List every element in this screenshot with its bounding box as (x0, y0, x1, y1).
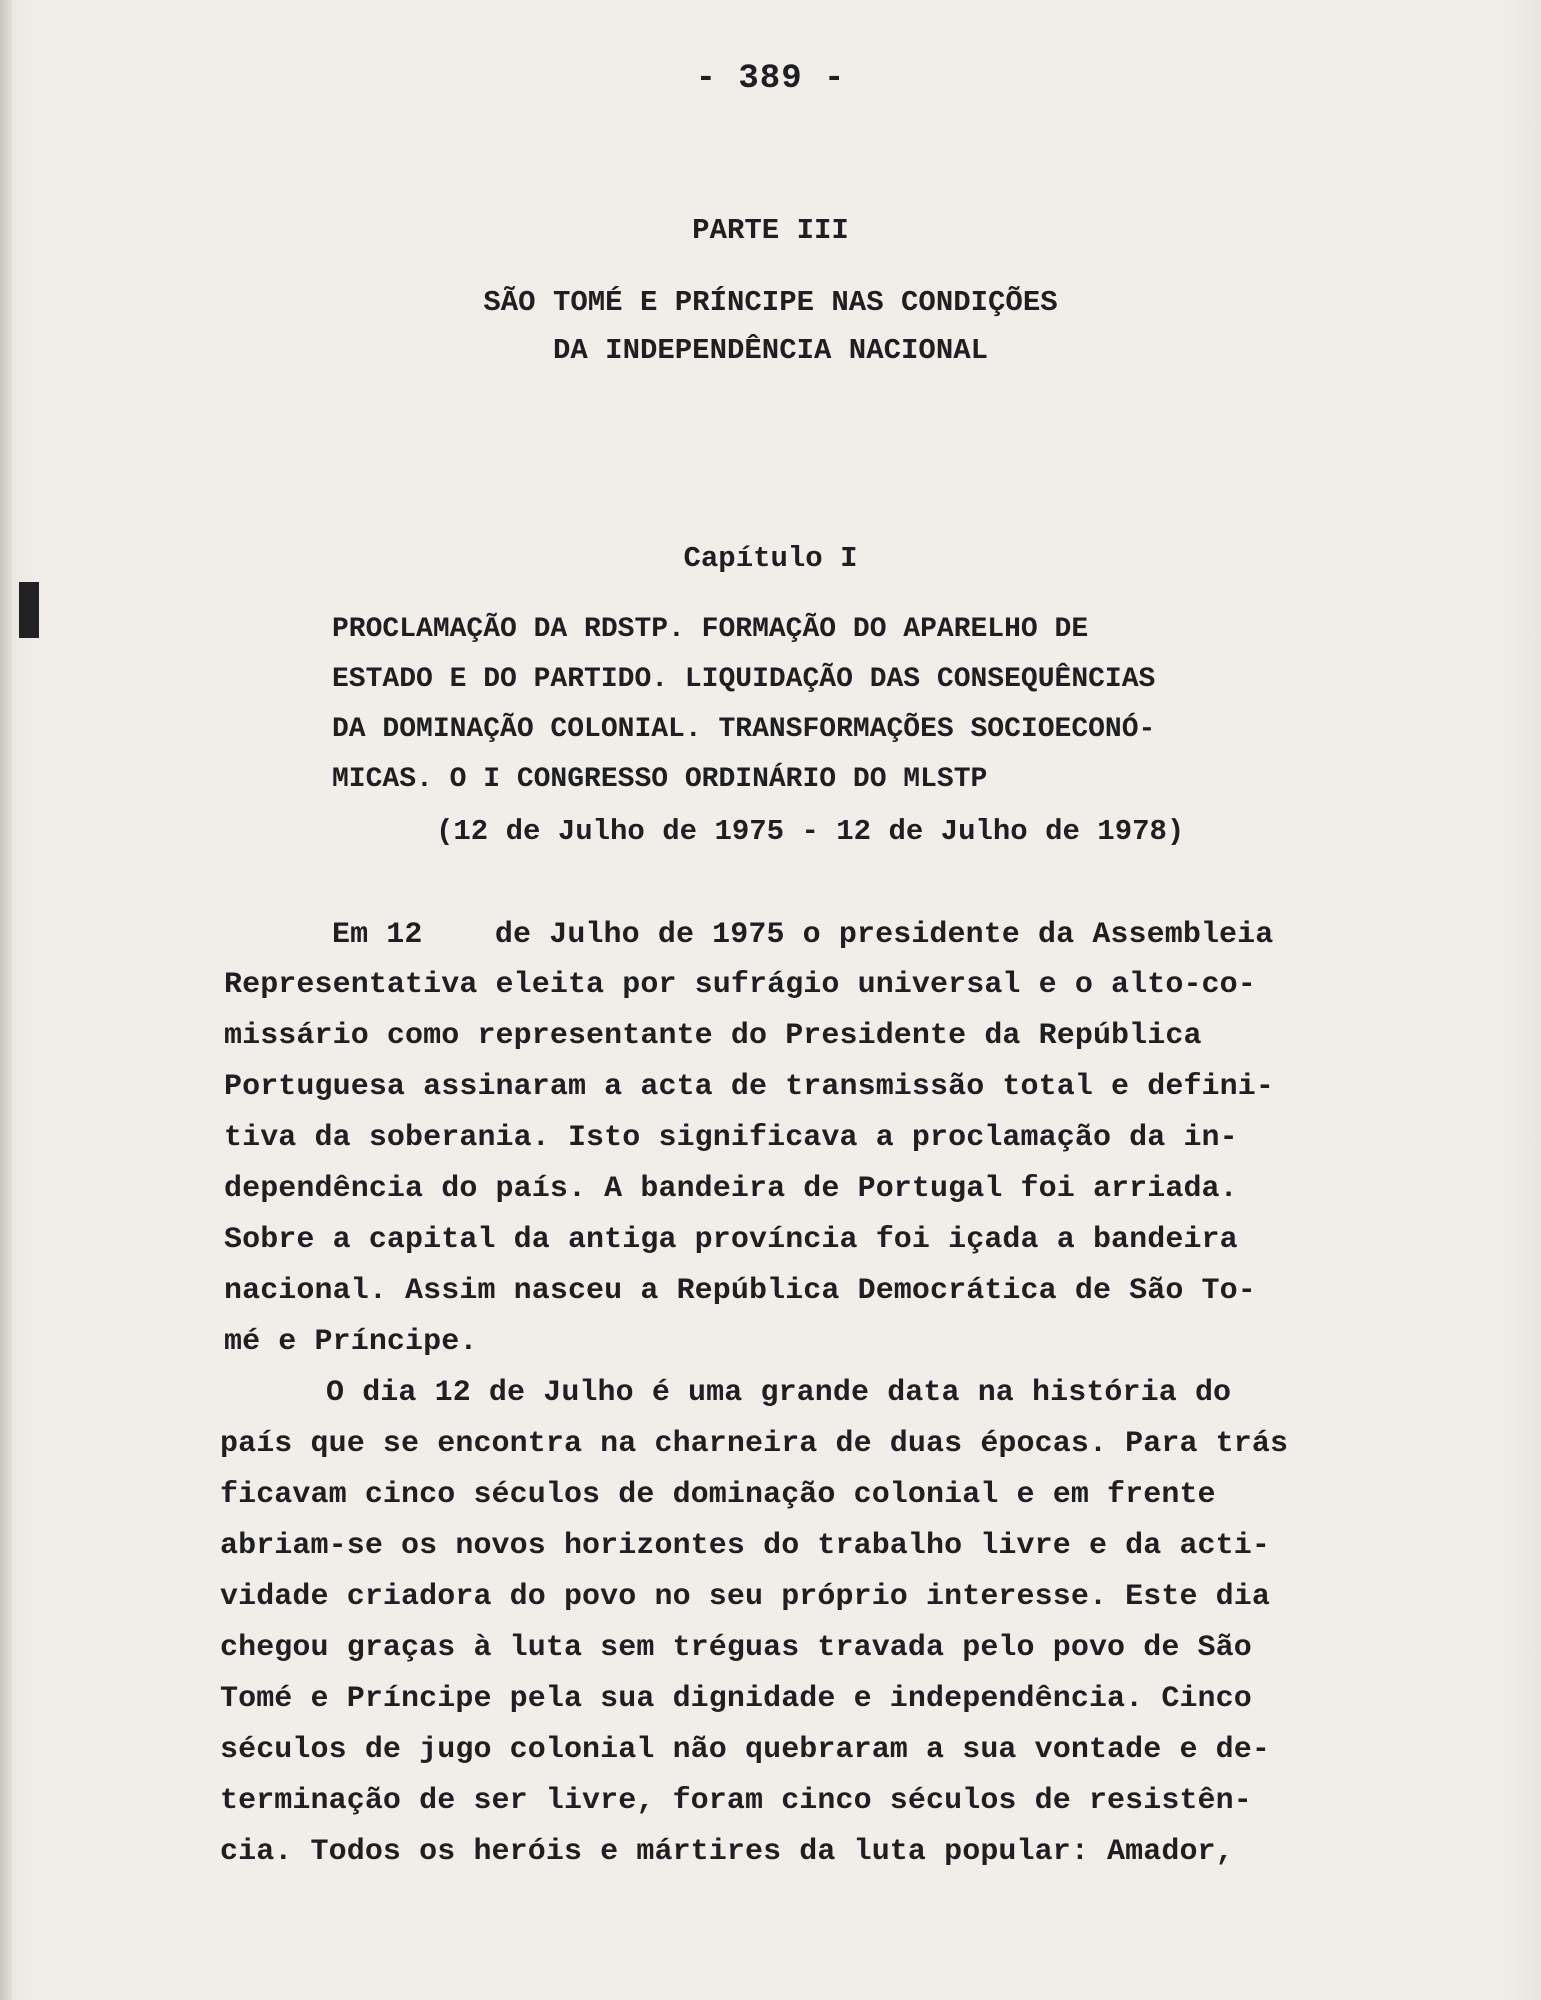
paragraph-1-line-8: nacional. Assim nasceu a República Democrática de São To- (224, 1274, 1256, 1308)
paragraph-1-line-2: Representativa eleita por sufrágio universal e o alto-co- (224, 968, 1256, 1002)
part-subtitle-line-2: DA INDEPENDÊNCIA NACIONAL (552, 334, 989, 367)
paragraph-1-line-7: Sobre a capital da antiga província foi içada a bandeira (224, 1223, 1238, 1257)
paragraph-2-line-6: chegou graças à luta sem tréguas travada pelo povo de São (220, 1631, 1252, 1665)
part-title: PARTE III (692, 214, 849, 247)
paragraph-2-line-3: ficavam cinco séculos de dominação colonial e em frente (220, 1478, 1216, 1512)
chapter-heading-line-1: PROCLAMAÇÃO DA RDSTP. FORMAÇÃO DO APARELHO DE (332, 614, 1089, 645)
paragraph-1-line-6: dependência do país. A bandeira de Portugal foi arriada. (224, 1172, 1238, 1206)
page-number: - 389 - (695, 60, 846, 98)
chapter-heading-line-3: DA DOMINAÇÃO COLONIAL. TRANSFORMAÇÕES SOCIOECONÓ- (332, 714, 1156, 745)
paragraph-2-line-4: abriam-se os novos horizontes do trabalho livre e da acti- (220, 1529, 1270, 1563)
paragraph-2-line-2: país que se encontra na charneira de duas épocas. Para trás (220, 1427, 1289, 1461)
paragraph-2-line-7: Tomé e Príncipe pela sua dignidade e independência. Cinco (220, 1682, 1252, 1716)
paragraph-1-line-1: Em 12 de Julho de 1975 o presidente da Assembleia (332, 918, 1274, 952)
paragraph-2-line-9: terminação de ser livre, foram cinco séculos de resistên- (220, 1784, 1252, 1818)
paragraph-1-line-9: mé e Príncipe. (224, 1325, 478, 1359)
chapter-title: Capítulo I (683, 542, 858, 575)
paragraph-2-line-10: cia. Todos os heróis e mártires da luta popular: Amador, (220, 1835, 1234, 1869)
chapter-heading-line-4: MICAS. O I CONGRESSO ORDINÁRIO DO MLSTP (332, 764, 988, 795)
paragraph-2-line-5: vidade criadora do povo no seu próprio interesse. Este dia (220, 1580, 1270, 1614)
paragraph-2-line-1: O dia 12 de Julho é uma grande data na história do (326, 1376, 1232, 1410)
paragraph-1-line-4: Portuguesa assinaram a acta de transmissão total e defini- (224, 1070, 1274, 1104)
paragraph-1-line-5: tiva da soberania. Isto significava a proclamação da in- (224, 1121, 1238, 1155)
chapter-heading-line-2: ESTADO E DO PARTIDO. LIQUIDAÇÃO DAS CONSEQUÊNCIAS (332, 664, 1156, 695)
chapter-heading-dates: (12 de Julho de 1975 - 12 de Julho de 1978) (436, 815, 1185, 848)
edge-mark (19, 582, 39, 638)
paragraph-2-line-8: séculos de jugo colonial não quebraram a sua vontade e de- (220, 1733, 1270, 1767)
paragraph-1-line-3: missário como representante do Presidente da República (224, 1019, 1202, 1053)
part-subtitle-line-1: SÃO TOMÉ E PRÍNCIPE NAS CONDIÇÕES (483, 286, 1058, 319)
